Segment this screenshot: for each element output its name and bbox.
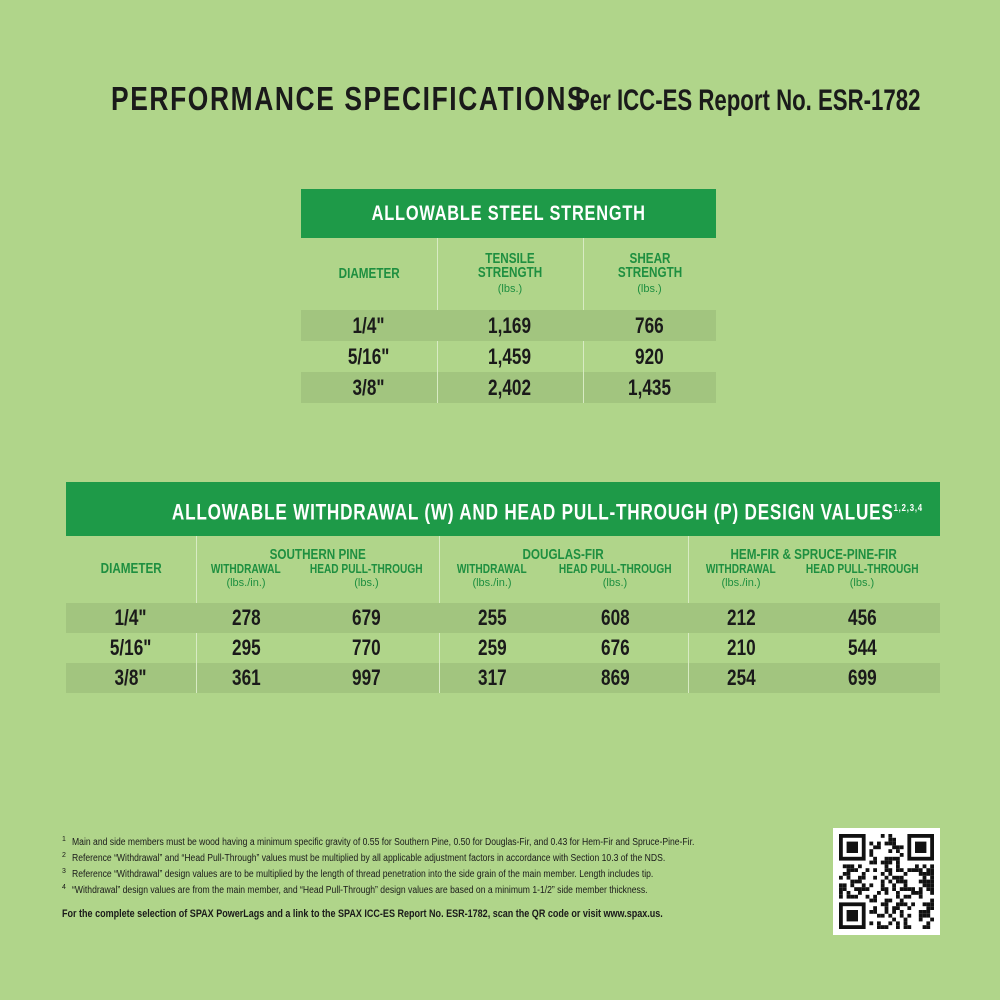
table-cell: 254 bbox=[726, 665, 756, 690]
table-cell: 255 bbox=[477, 605, 507, 630]
table-row bbox=[66, 603, 940, 633]
table-row bbox=[301, 310, 716, 341]
page-subtitle: Per ICC-ES Report No. ESR-1782 bbox=[575, 84, 921, 117]
table-cell: 608 bbox=[600, 605, 630, 630]
subheader-withdrawal: WITHDRAWAL (lbs./in.) bbox=[211, 561, 281, 589]
subheader-withdrawal: WITHDRAWAL (lbs./in.) bbox=[706, 561, 776, 589]
qr-code-icon bbox=[833, 828, 940, 935]
closing-note: For the complete selection of SPAX PowerLags and a link to the SPAX ICC-ES Report No. ESR-1782, scan the QR code or visit www.spax.us. bbox=[62, 908, 663, 920]
table-cell: 869 bbox=[600, 665, 630, 690]
table-cell: 295 bbox=[231, 635, 261, 660]
steel-table-title: ALLOWABLE STEEL STRENGTH bbox=[301, 189, 716, 238]
table-cell: 212 bbox=[726, 605, 756, 630]
table-row bbox=[66, 663, 940, 693]
table-cell: 770 bbox=[352, 635, 381, 660]
withdrawal-table-header bbox=[66, 536, 940, 603]
withdrawal-table-title: ALLOWABLE WITHDRAWAL (W) AND HEAD PULL-THROUGH (P) DESIGN VALUES$^{1,2,3,4}$ bbox=[66, 482, 940, 536]
column-header-tensile: TENSILE STRENGTH (lbs.) bbox=[477, 250, 543, 295]
table-row bbox=[66, 633, 940, 663]
footnote: $^1$ Main and side members must be wood having a minimum specific gravity of 0.55 for Southern Pine, 0.50 for Douglas-Fir, and 0.43 for Hem-Fir and Spruce-Pine-Fir. bbox=[62, 836, 695, 849]
table-cell: 278 bbox=[231, 605, 261, 630]
group-douglas-fir: DOUGLAS-FIR bbox=[522, 546, 605, 563]
group-southern-pine: SOUTHERN PINE bbox=[269, 546, 366, 563]
table-cell: 920 bbox=[635, 343, 664, 369]
table-cell: 997 bbox=[352, 665, 381, 690]
table-cell: 679 bbox=[352, 605, 381, 630]
table-cell: 5/16" bbox=[110, 635, 152, 660]
subheader-head-pull-through: HEAD PULL-THROUGH (lbs.) bbox=[805, 561, 919, 589]
table-cell: 456 bbox=[847, 605, 877, 630]
group-hem-fir-spruce-pine-fir: HEM-FIR & SPRUCE-PINE-FIR bbox=[730, 546, 898, 563]
footnotes bbox=[62, 832, 822, 896]
steel-strength-table bbox=[301, 189, 716, 403]
column-header-shear: SHEAR STRENGTH (lbs.) bbox=[617, 250, 682, 295]
table-cell: 259 bbox=[477, 635, 507, 660]
table-cell: 676 bbox=[600, 635, 630, 660]
table-cell: 1/4" bbox=[352, 312, 385, 338]
steel-table-header bbox=[301, 238, 716, 310]
table-cell: 1,459 bbox=[488, 343, 532, 369]
withdrawal-table bbox=[66, 482, 940, 693]
page-title: PERFORMANCE SPECIFICATIONS bbox=[111, 80, 587, 117]
table-cell: 361 bbox=[231, 665, 261, 690]
table-cell: 3/8" bbox=[114, 665, 147, 690]
table-cell: 1,435 bbox=[628, 374, 671, 400]
table-cell: 766 bbox=[635, 312, 664, 338]
subheader-withdrawal: WITHDRAWAL (lbs./in.) bbox=[457, 561, 527, 589]
table-cell: 5/16" bbox=[348, 343, 390, 369]
table-cell: 2,402 bbox=[488, 374, 532, 400]
table-cell: 3/8" bbox=[352, 374, 385, 400]
footnote: $^4$ “Withdrawal” design values are from the main member, and “Head Pull-Through” design values are based on a minimum 1-1/2” side member thickness. bbox=[62, 884, 648, 897]
table-row bbox=[301, 372, 716, 403]
table-cell: 544 bbox=[847, 635, 877, 660]
footnote: $^3$ Reference “Withdrawal” design values are to be multiplied by the length of thread penetration into the side grain of the main member. Length includes tip. bbox=[62, 868, 654, 881]
table-cell: 1/4" bbox=[114, 605, 147, 630]
subheader-head-pull-through: HEAD PULL-THROUGH (lbs.) bbox=[310, 561, 423, 589]
table-row bbox=[301, 341, 716, 372]
column-header-diameter: DIAMETER bbox=[100, 560, 162, 577]
table-cell: 699 bbox=[847, 665, 877, 690]
table-cell: 317 bbox=[477, 665, 507, 690]
subheader-head-pull-through: HEAD PULL-THROUGH (lbs.) bbox=[558, 561, 672, 589]
qr-code[interactable] bbox=[833, 828, 940, 935]
footnote: $^2$ Reference “Withdrawal” and “Head Pull-Through” values must be multiplied by all applicable adjustment factors in accordance with Section 10.3 of the NDS. bbox=[62, 852, 666, 865]
column-header-diameter: DIAMETER bbox=[338, 265, 400, 282]
table-cell: 210 bbox=[726, 635, 756, 660]
table-cell: 1,169 bbox=[488, 312, 532, 338]
